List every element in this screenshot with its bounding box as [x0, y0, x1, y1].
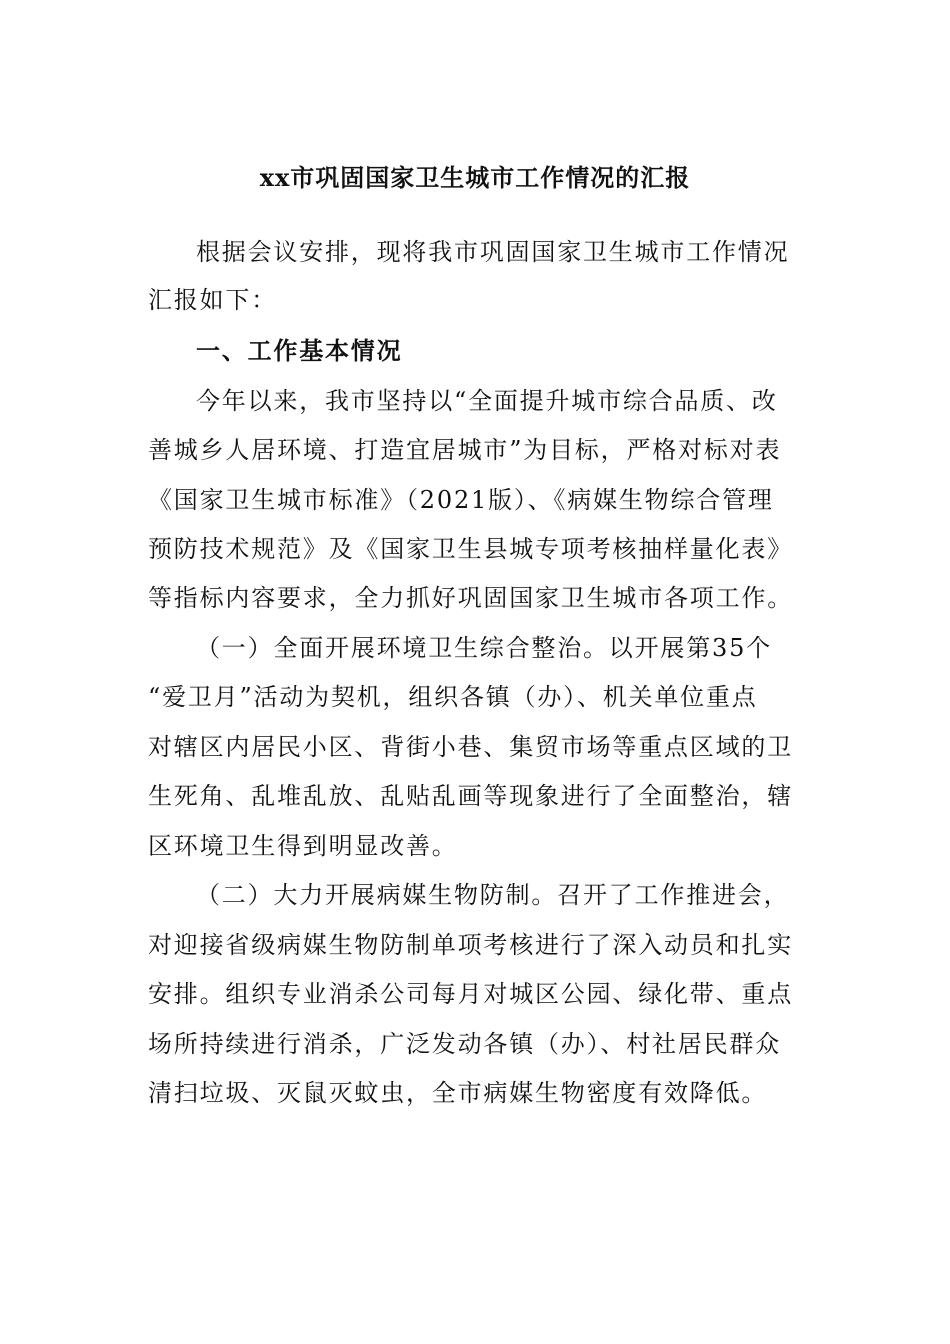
subsection-1-line-2: “爱卫月”活动为契机，组织各镇（办）、机关单位重点	[148, 683, 758, 711]
subsection-2-line-3: 安排。组织专业消杀公司每月对城区公园、绿化带、重点	[148, 980, 793, 1008]
paragraph-1-line-3: 《国家卫生城市标准》（2021版）、《病媒生物综合管理	[148, 486, 774, 514]
intro-line-2: 汇报如下：	[148, 286, 277, 314]
paragraph-1-line-5: 等指标内容要求，全力抓好巩固国家卫生城市各项工作。	[148, 584, 793, 612]
subsection-2-line-1: （二）大力开展病媒生物防制。召开了工作推进会，	[196, 881, 790, 909]
paragraph-1-line-1: 今年以来，我市坚持以“全面提升城市综合品质、改	[196, 387, 778, 415]
document-title: xx市巩固国家卫生城市工作情况的汇报	[259, 163, 691, 192]
paragraph-1-line-4: 预防技术规范》及《国家卫生县城专项考核抽样量化表》	[148, 535, 793, 563]
paragraph-1-line-2: 善城乡人居环境、打造宜居城市”为目标，严格对标对表	[148, 436, 782, 464]
subsection-1-line-3: 对辖区内居民小区、背街小巷、集贸市场等重点区域的卫	[148, 733, 793, 761]
subsection-2-line-2: 对迎接省级病媒生物防制单项考核进行了深入动员和扎实	[148, 931, 793, 959]
subsection-1-line-5: 区环境卫生得到明显改善。	[148, 832, 458, 860]
subsection-1-line-4: 生死角、乱堆乱放、乱贴乱画等现象进行了全面整治，辖	[148, 782, 793, 810]
subsection-2-line-4: 场所持续进行消杀，广泛发动各镇（办）、村社居民群众	[148, 1030, 781, 1058]
intro-line-1: 根据会议安排，现将我市巩固国家卫生城市工作情况	[196, 238, 790, 266]
subsection-2-line-5: 清扫垃圾、灭鼠灭蚊虫，全市病媒生物密度有效降低。	[148, 1079, 768, 1107]
subsection-1-line-1: （一）全面开展环境卫生综合整治。以开展第35个	[196, 634, 772, 662]
section-heading-1: 一、工作基本情况	[196, 336, 403, 365]
